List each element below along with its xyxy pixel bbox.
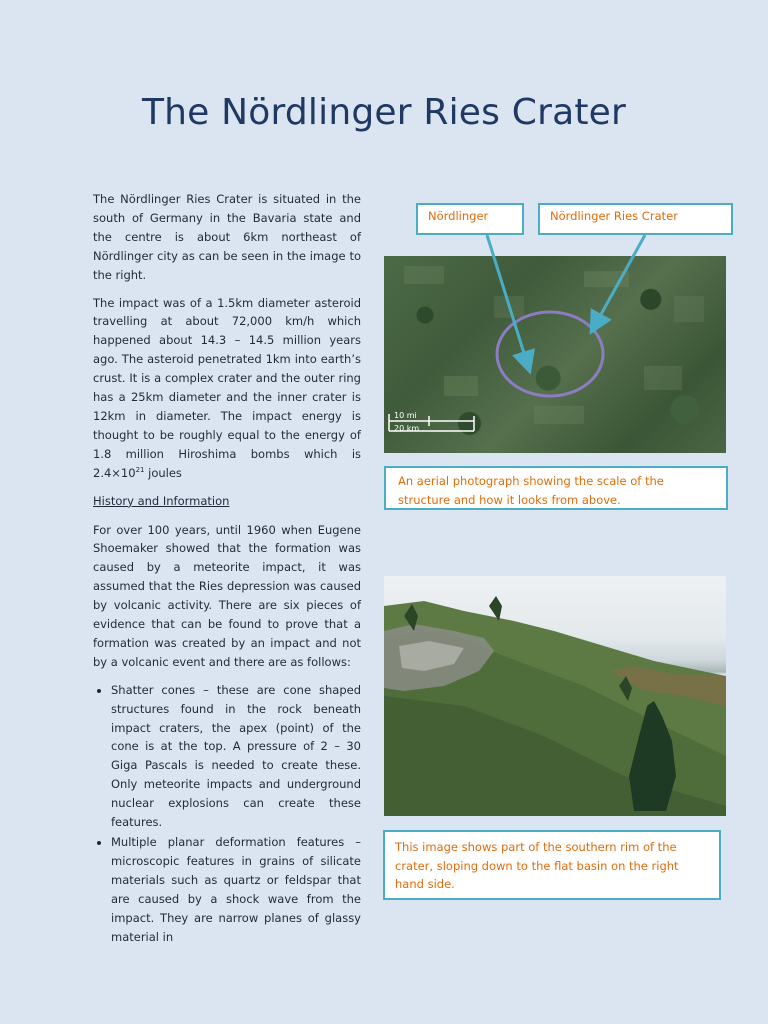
impact-paragraph [93,294,361,483]
landscape-scene [384,576,726,816]
crater-label [538,203,733,235]
nordlinger-label [416,203,524,235]
scale-km: 20 km [394,424,420,433]
page-title: The Nördlinger Ries Crater [141,92,627,133]
aerial-photograph [384,256,726,453]
crater-label-text: Nördlinger Ries Crater [550,209,678,223]
evidence-list [93,681,361,947]
impact-exponent: 21 [135,465,145,474]
scale-bar [389,411,474,433]
landscape-photograph [384,576,726,816]
scale-miles: 10 mi [394,411,417,420]
list-item: • Multiple planar deformation features – microscopic features in grains of silicate materials such as quartz or feldspar that are caused by a shock wave from the impact. They are narrow planes of glassy material in [111,833,361,946]
field-texture [404,266,704,424]
aerial-caption: An aerial photograph showing the scale of the structure and how it looks from above. [384,466,728,510]
history-heading: History and Information [93,493,230,508]
list-item: • Shatter cones – these are cone shaped structures found in the rock beneath impact craters, the apex (point) of the cone is at the top. A pressure of 2 – 30 Giga Pascals is needed to create these. Only meteorite impacts and underground nuclear explosions can create these features. [111,681,361,832]
impact-text: The impact was of a 1.5km diameter asteroid travelling at about 72,000 km/h which happened about 14.3 – 14.5 million years ago. The asteroid penetrated 1km into earth’s crust. It is a complex crater and the outer ring has a 25km diameter and the inner crater is 12km in diameter. The impact energy is thought to be roughly equal to the energy of 1.8 million Hiroshima bombs which is 2.4×10 [93,295,361,480]
intro-paragraph: The Nördlinger Ries Crater is situated in the south of Germany in the Bavaria state and the centre is about 6km northeast of Nördlinger city as can be seen in the image to the right. [93,192,361,282]
nordlinger-label-text: Nördlinger [428,209,489,223]
body-text-column [93,190,361,947]
landscape-caption: This image shows part of the southern rim of the crater, sloping down to the flat basin on the right hand side. [383,830,721,900]
history-paragraph: For over 100 years, until 1960 when Eugene Shoemaker showed that the formation was caused by a meteorite impact, it was assumed that the Ries depression was caused by volcanic activity. There are six pieces of evidence that can be found to prove that a formation was created by an impact and not by a volcanic event and there are as follows: [93,522,361,669]
crater-ring [497,312,603,396]
aerial-overlay [384,256,726,453]
impact-tail: joules [148,465,182,480]
